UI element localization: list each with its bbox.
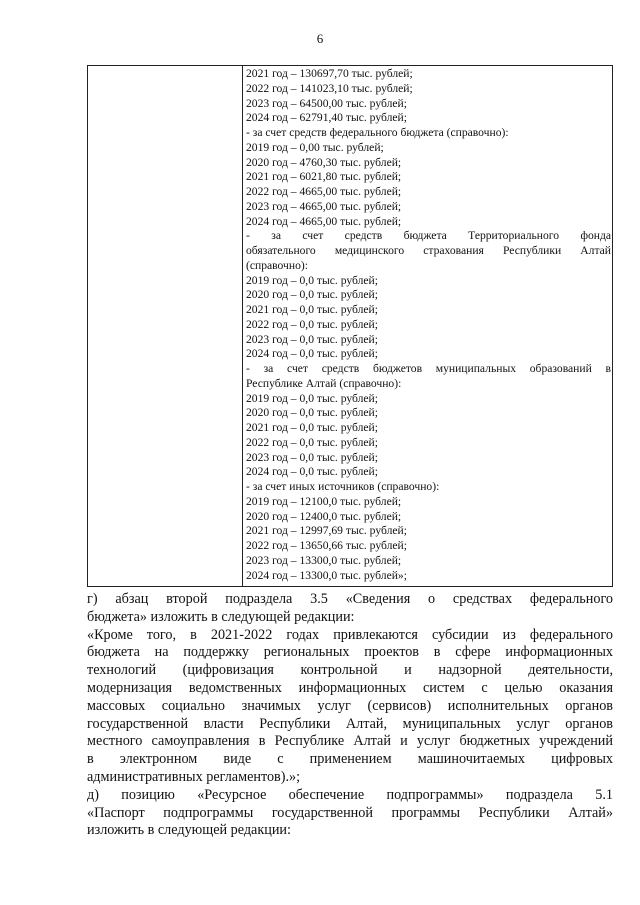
table-cell-line: 2024 год – 4665,00 тыс. рублей; <box>246 214 402 228</box>
table-cell-line: 2022 год – 141023,10 тыс. рублей; <box>246 81 413 95</box>
table-cell-line: 2021 год – 0,0 тыс. рублей; <box>246 421 378 434</box>
paragraph-quote-line: «Кроме того, в 2021-2022 годах привлекаются субсидии из федерального <box>87 626 613 643</box>
table-cell-line: 2019 год – 12100,0 тыс. рублей; <box>246 494 402 508</box>
paragraph-d-line3: изложить в следующей редакции: <box>87 822 291 839</box>
paragraph-d-line1: д) позицию «Ресурсное обеспечение подпрограммы» подраздела 5.1 <box>87 786 613 803</box>
paragraph-g-line1: г) абзац второй подраздела 3.5 «Сведения о средствах федерального <box>87 591 613 607</box>
document-body <box>87 591 613 840</box>
table-cell-line: 2023 год – 64500,00 тыс. рублей; <box>246 96 407 110</box>
table-cell-line: обязательного медицинского страхования Республики Алтай <box>246 244 611 257</box>
paragraph-quote-line: технологий (цифровизация контрольной и надзорной деятельности, <box>87 662 613 679</box>
table-cell-line: 2021 год – 130697,70 тыс. рублей; <box>246 67 413 80</box>
table-cell-line: 2020 год – 0,0 тыс. рублей; <box>246 288 378 302</box>
table-cell-line: Республике Алтай (справочно): <box>246 376 402 390</box>
paragraph-d <box>87 787 613 840</box>
paragraph-g <box>87 591 613 627</box>
table-cell-line: 2022 год – 13650,66 тыс. рублей; <box>246 539 407 552</box>
table-cell-line: 2024 год – 0,0 тыс. рублей; <box>246 465 378 479</box>
table-cell-line: (справочно): <box>246 258 308 272</box>
paragraph-quote-line: в электронном виде с применением машиночитаемых цифровых <box>87 751 613 768</box>
table-cell-line: 2024 год – 0,0 тыс. рублей; <box>246 347 378 361</box>
table-column-divider <box>242 66 243 586</box>
table-cell-line: 2020 год – 0,0 тыс. рублей; <box>246 406 378 420</box>
paragraph-quote-line: местного самоуправления в Республике Алтай и услуг бюджетных учреждений <box>87 733 613 750</box>
table-cell-line: - за счет средств бюджета Территориального фонда <box>246 229 611 243</box>
paragraph-quote-line: административных регламентов).»; <box>87 768 301 785</box>
table-cell-line: 2020 год – 12400,0 тыс. рублей; <box>246 509 402 523</box>
table-cell-line: 2023 год – 0,0 тыс. рублей; <box>246 450 378 464</box>
table-cell-line: 2024 год – 13300,0 тыс. рублей»; <box>246 568 407 582</box>
table-cell-line: 2019 год – 0,0 тыс. рублей; <box>246 273 378 287</box>
table-cell-line: 2022 год – 0,0 тыс. рублей; <box>246 317 378 331</box>
table-cell-line: 2021 год – 12997,69 тыс. рублей; <box>246 524 407 538</box>
table-cell-line: 2019 год – 0,00 тыс. рублей; <box>246 140 384 154</box>
table-cell-line: 2022 год – 0,0 тыс. рублей; <box>246 435 378 449</box>
paragraph-g-line2: бюджета» изложить в следующей редакции: <box>87 608 355 625</box>
paragraph-quote-line: модернизация ведомственных информационных систем с целью оказания <box>87 679 613 696</box>
table-cell-line: 2023 год – 0,0 тыс. рублей; <box>246 332 378 346</box>
table-cell-line: 2022 год – 4665,00 тыс. рублей; <box>246 185 402 198</box>
table-cell-line: 2020 год – 4760,30 тыс. рублей; <box>246 155 402 169</box>
table-cell-line: 2021 год – 6021,80 тыс. рублей; <box>246 170 402 184</box>
table-cell-line: 2024 год – 62791,40 тыс. рублей; <box>246 111 407 125</box>
table-cell-line: - за счет средств бюджетов муниципальных образований в <box>246 362 611 375</box>
paragraph-quote-line: массовых социально значимых услуг (сервисов) исполнительных органов <box>87 697 613 714</box>
table-cell-line: 2023 год – 13300,0 тыс. рублей; <box>246 553 402 567</box>
table-cell-line: - за счет средств федерального бюджета (справочно): <box>246 126 509 139</box>
paragraph-quote-line: бюджета на поддержку региональных проектов в сфере информационных <box>87 644 613 661</box>
table-cell-line: 2019 год – 0,0 тыс. рублей; <box>246 391 378 405</box>
table-cell-line: 2023 год – 4665,00 тыс. рублей; <box>246 199 402 213</box>
resource-table <box>87 65 613 587</box>
table-cell-line: 2021 год – 0,0 тыс. рублей; <box>246 303 378 316</box>
paragraph-quote <box>87 627 613 787</box>
table-right-cell <box>246 67 611 583</box>
paragraph-quote-line: государственной власти Республики Алтай, муниципальных услуг органов <box>87 715 613 732</box>
table-cell-line: - за счет иных источников (справочно): <box>246 480 440 493</box>
paragraph-d-line2: «Паспорт подпрограммы государственной программы Республики Алтай» <box>87 804 613 821</box>
page-number: 6 <box>316 31 324 46</box>
